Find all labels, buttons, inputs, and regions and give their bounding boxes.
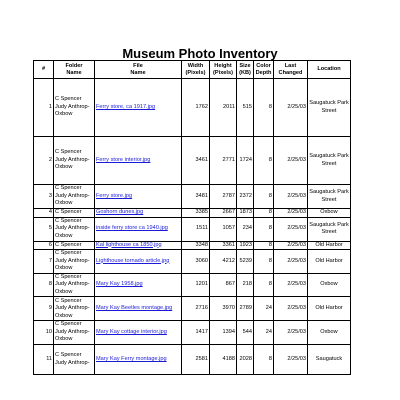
row-number: 8 — [34, 273, 54, 297]
location-cell: Oxbow — [308, 273, 351, 297]
column-header-line1: Last — [284, 62, 297, 69]
row-number: 7 — [34, 250, 54, 274]
last-changed-cell: 2/25/03 — [274, 345, 308, 375]
file-link[interactable]: Kal lighthouse ca 1850.jpg — [96, 241, 162, 248]
column-header-size — [237, 61, 254, 79]
width-cell: 2716 — [182, 297, 210, 321]
size-cell: 218 — [237, 273, 254, 297]
last-changed-cell: 2/25/03 — [274, 241, 308, 250]
height-cell: 1057 — [210, 217, 237, 241]
column-header-line2: # — [41, 66, 46, 73]
file-link[interactable]: Goshorn dunes.jpg — [96, 209, 144, 215]
column-header-line2: (Pixels) — [213, 69, 233, 76]
row-number: 6 — [34, 241, 54, 250]
column-header-line2: Name — [66, 69, 82, 76]
row-number: 5 — [34, 217, 54, 241]
height-cell: 2771 — [210, 137, 237, 185]
location-cell: Oxbow — [308, 209, 351, 218]
file-link[interactable]: Ferry store.jpg — [96, 192, 133, 199]
folder-name-cell: C Spencer — [54, 241, 95, 250]
column-header-line1: Height — [214, 62, 232, 69]
height-cell: 4212 — [210, 250, 237, 274]
file-cell — [95, 250, 182, 274]
file-cell — [95, 273, 182, 297]
file-link[interactable]: Ferry store interior.jpg — [96, 156, 151, 163]
file-cell — [95, 185, 182, 209]
folder-name-cell: C Spencer Judy Anthrop-Oxbow — [54, 217, 95, 241]
column-header-line2: (KB) — [239, 69, 251, 76]
file-link[interactable]: Mary Kay 1958.jpg — [96, 281, 143, 288]
file-link[interactable]: Mary Kay Ferry montage.jpg — [96, 355, 167, 362]
folder-name-cell: C Spencer Judy Anthrop-Oxbow — [54, 321, 95, 345]
location-cell: Saugatuck Park Street — [308, 137, 351, 185]
size-cell: 5239 — [237, 250, 254, 274]
table-header-row — [34, 61, 351, 79]
color-depth-cell: 8 — [254, 217, 274, 241]
last-changed-cell: 2/25/03 — [274, 137, 308, 185]
table-row — [34, 345, 351, 375]
folder-name-cell: C Spencer — [54, 209, 95, 218]
width-cell: 3385 — [182, 209, 210, 218]
color-depth-cell: 8 — [254, 241, 274, 250]
height-cell: 1394 — [210, 321, 237, 345]
column-header-line2: Depth — [255, 69, 272, 76]
table-row — [34, 273, 351, 297]
column-header-height — [210, 61, 237, 79]
column-header-line2: Changed — [278, 69, 303, 76]
file-cell — [95, 345, 182, 375]
height-cell: 2667 — [210, 209, 237, 218]
column-header-file-name — [95, 61, 182, 79]
color-depth-cell: 8 — [254, 250, 274, 274]
last-changed-cell: 2/25/03 — [274, 321, 308, 345]
file-cell — [95, 209, 182, 218]
size-cell: 1923 — [237, 241, 254, 250]
folder-name-cell: C Spencer Judy Anthrop-Oxbow — [54, 250, 95, 274]
file-link[interactable]: Mary Kay Beetles montage.jpg — [96, 305, 173, 312]
size-cell: 515 — [237, 79, 254, 137]
width-cell: 3348 — [182, 241, 210, 250]
last-changed-cell: 2/25/03 — [274, 273, 308, 297]
color-depth-cell: 8 — [254, 79, 274, 137]
height-cell: 867 — [210, 273, 237, 297]
size-cell: 2028 — [237, 345, 254, 375]
column-header-line2: Name — [130, 69, 146, 76]
last-changed-cell: 2/25/03 — [274, 217, 308, 241]
file-cell — [95, 79, 182, 137]
table-row — [34, 297, 351, 321]
color-depth-cell: 8 — [254, 273, 274, 297]
size-cell: 2372 — [237, 185, 254, 209]
row-number: 1 — [34, 79, 54, 137]
column-header-location — [308, 61, 351, 79]
location-cell: Saugatuck Park Street — [308, 79, 351, 137]
height-cell: 3970 — [210, 297, 237, 321]
height-cell: 2787 — [210, 185, 237, 209]
column-header-line1: Folder — [65, 62, 83, 69]
column-header-line1: File — [133, 62, 143, 69]
location-cell: Saugatuck Park Street — [308, 185, 351, 209]
file-cell — [95, 321, 182, 345]
column-header-folder-name — [54, 61, 95, 79]
row-number: 2 — [34, 137, 54, 185]
color-depth-cell: 8 — [254, 185, 274, 209]
location-cell: Old Harbor — [308, 250, 351, 274]
height-cell: 4188 — [210, 345, 237, 375]
width-cell: 3461 — [182, 137, 210, 185]
file-link[interactable]: Mary Kay cottage interior.jpg — [96, 328, 167, 335]
size-cell: 1724 — [237, 137, 254, 185]
location-cell: Saugatuck — [308, 345, 351, 375]
table-body — [34, 79, 351, 375]
row-number: 11 — [34, 345, 54, 375]
column-header-line2: Location — [317, 66, 341, 73]
file-cell — [95, 297, 182, 321]
row-number: 4 — [34, 209, 54, 218]
last-changed-cell: 2/25/03 — [274, 79, 308, 137]
table-row — [34, 241, 351, 250]
page-title: Museum Photo Inventory — [122, 46, 278, 61]
last-changed-cell: 2/25/03 — [274, 250, 308, 274]
table-row — [34, 321, 351, 345]
column-header-line2: (Pixels) — [185, 69, 206, 76]
row-number: 9 — [34, 297, 54, 321]
file-link[interactable]: Lighthouse tornado article.jpg — [96, 257, 170, 264]
table-row — [34, 250, 351, 274]
width-cell: 3060 — [182, 250, 210, 274]
height-cell: 2011 — [210, 79, 237, 137]
size-cell: 544 — [237, 321, 254, 345]
file-link[interactable]: inside ferry store ca 1940.jpg — [96, 225, 168, 232]
table-row — [34, 79, 351, 137]
inventory-table — [33, 60, 351, 375]
column-header-color-depth — [254, 61, 274, 79]
column-header-line1: Width — [187, 62, 204, 69]
row-number: 3 — [34, 185, 54, 209]
file-link[interactable]: Ferry store, ca 1917.jpg — [96, 103, 156, 110]
folder-name-cell: C Spencer Judy Anthrop-Oxbow — [54, 297, 95, 321]
location-cell: Saugatuck Park Street — [308, 217, 351, 241]
file-cell — [95, 137, 182, 185]
location-cell: Oxbow — [308, 321, 351, 345]
table-row — [34, 217, 351, 241]
table-row — [34, 185, 351, 209]
width-cell: 1511 — [182, 217, 210, 241]
column-header-width — [182, 61, 210, 79]
folder-name-cell: C Spencer Judy Anthrop- — [54, 345, 95, 375]
width-cell: 3481 — [182, 185, 210, 209]
size-cell: 1873 — [237, 209, 254, 218]
color-depth-cell: 8 — [254, 345, 274, 375]
color-depth-cell: 24 — [254, 321, 274, 345]
folder-name-cell: C Spencer Judy Anthrop-Oxbow — [54, 137, 95, 185]
size-cell: 2789 — [237, 297, 254, 321]
size-cell: 234 — [237, 217, 254, 241]
column-header-line1: Color — [256, 62, 271, 69]
location-cell: Old Harbor — [308, 241, 351, 250]
column-header-number — [34, 61, 54, 79]
width-cell: 1762 — [182, 79, 210, 137]
height-cell: 3361 — [210, 241, 237, 250]
file-cell — [95, 241, 182, 250]
column-header-line1: Size — [239, 62, 251, 69]
width-cell: 1417 — [182, 321, 210, 345]
table-row — [34, 137, 351, 185]
folder-name-cell: C Spencer Judy Anthrop-Oxbow — [54, 185, 95, 209]
color-depth-cell: 8 — [254, 209, 274, 218]
row-number: 10 — [34, 321, 54, 345]
color-depth-cell: 24 — [254, 297, 274, 321]
folder-name-cell: C Spencer Judy Anthrop-Oxbow — [54, 79, 95, 137]
table-row — [34, 209, 351, 218]
last-changed-cell: 2/25/03 — [274, 297, 308, 321]
column-header-last-changed — [274, 61, 308, 79]
color-depth-cell: 8 — [254, 137, 274, 185]
folder-name-cell: C Spencer Judy Anthrop-Oxbow — [54, 273, 95, 297]
width-cell: 1201 — [182, 273, 210, 297]
last-changed-cell: 2/25/03 — [274, 185, 308, 209]
location-cell: Old Harbor — [308, 297, 351, 321]
width-cell: 2581 — [182, 345, 210, 375]
last-changed-cell: 2/25/03 — [274, 209, 308, 218]
file-cell — [95, 217, 182, 241]
